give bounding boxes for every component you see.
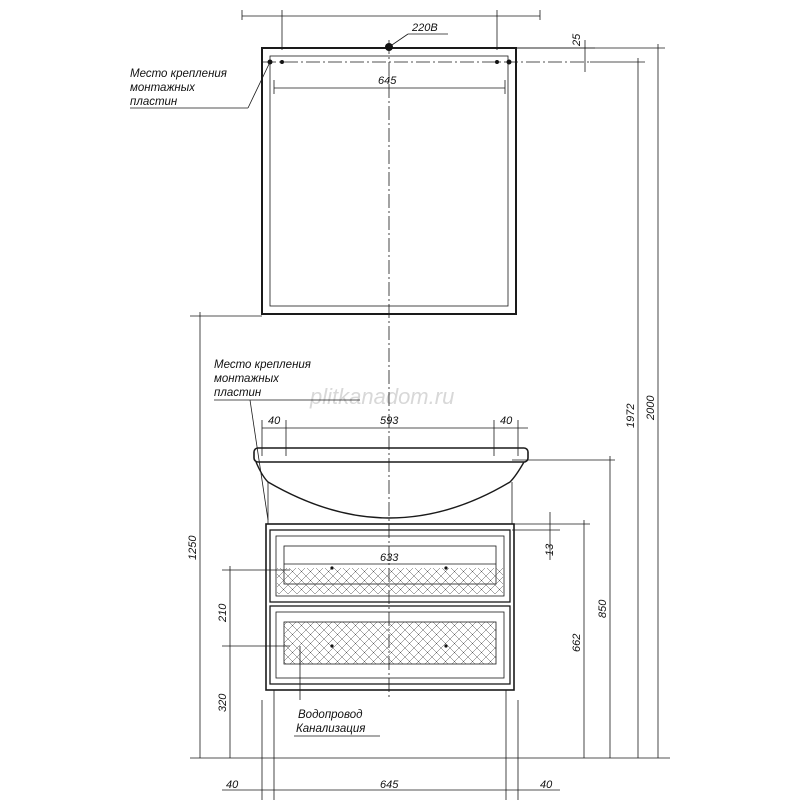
basin-dimensions	[262, 415, 528, 456]
bottom-dimensions	[222, 690, 560, 800]
dim-basin-side-right: 40	[500, 415, 513, 427]
dim-bottom-right: 40	[540, 779, 553, 791]
label-water: Водопровод	[298, 709, 363, 721]
note-bottom-line3: пластин	[214, 387, 262, 399]
dim-basin-side-left: 40	[268, 415, 281, 427]
dim-mirror-plate-span: 645	[378, 75, 397, 87]
dim-bottom-left: 40	[226, 779, 239, 791]
mirror-cabinet	[262, 20, 595, 700]
label-sewer: Канализация	[296, 723, 366, 735]
dim-height-850: 850	[597, 599, 609, 618]
plumbing-labels	[294, 709, 380, 736]
note-top-line3: пластин	[130, 96, 178, 108]
dim-height-cabinet: 1250	[187, 535, 199, 560]
dim-height-662: 662	[571, 633, 583, 652]
height-dimensions-right	[512, 44, 665, 758]
dim-height-top-total: 1972	[625, 403, 637, 428]
dim-basin-offset: 13	[544, 543, 556, 556]
top-cut-dimension	[242, 10, 540, 20]
dim-height-210: 210	[217, 603, 229, 622]
washbasin	[254, 448, 528, 524]
dim-bottom-span: 645	[380, 779, 399, 791]
note-top-line1: Место крепления	[130, 68, 227, 80]
note-top-line2: монтажных	[130, 82, 195, 94]
dim-height-total: 2000	[645, 395, 657, 420]
dim-height-320: 320	[217, 693, 229, 712]
dim-drawer-inner-width: 633	[380, 552, 399, 564]
dim-mirror-plate-gap: 25	[571, 33, 583, 46]
dim-basin-span: 593	[380, 415, 399, 427]
note-bottom-line1: Место крепления	[214, 359, 311, 371]
mounting-note-top	[130, 62, 270, 108]
note-bottom-line2: монтажных	[214, 373, 279, 385]
watermark-text: plitkanadom.ru	[310, 384, 455, 409]
vanity-cabinet	[266, 524, 514, 700]
socket-label: 220В	[412, 22, 438, 34]
